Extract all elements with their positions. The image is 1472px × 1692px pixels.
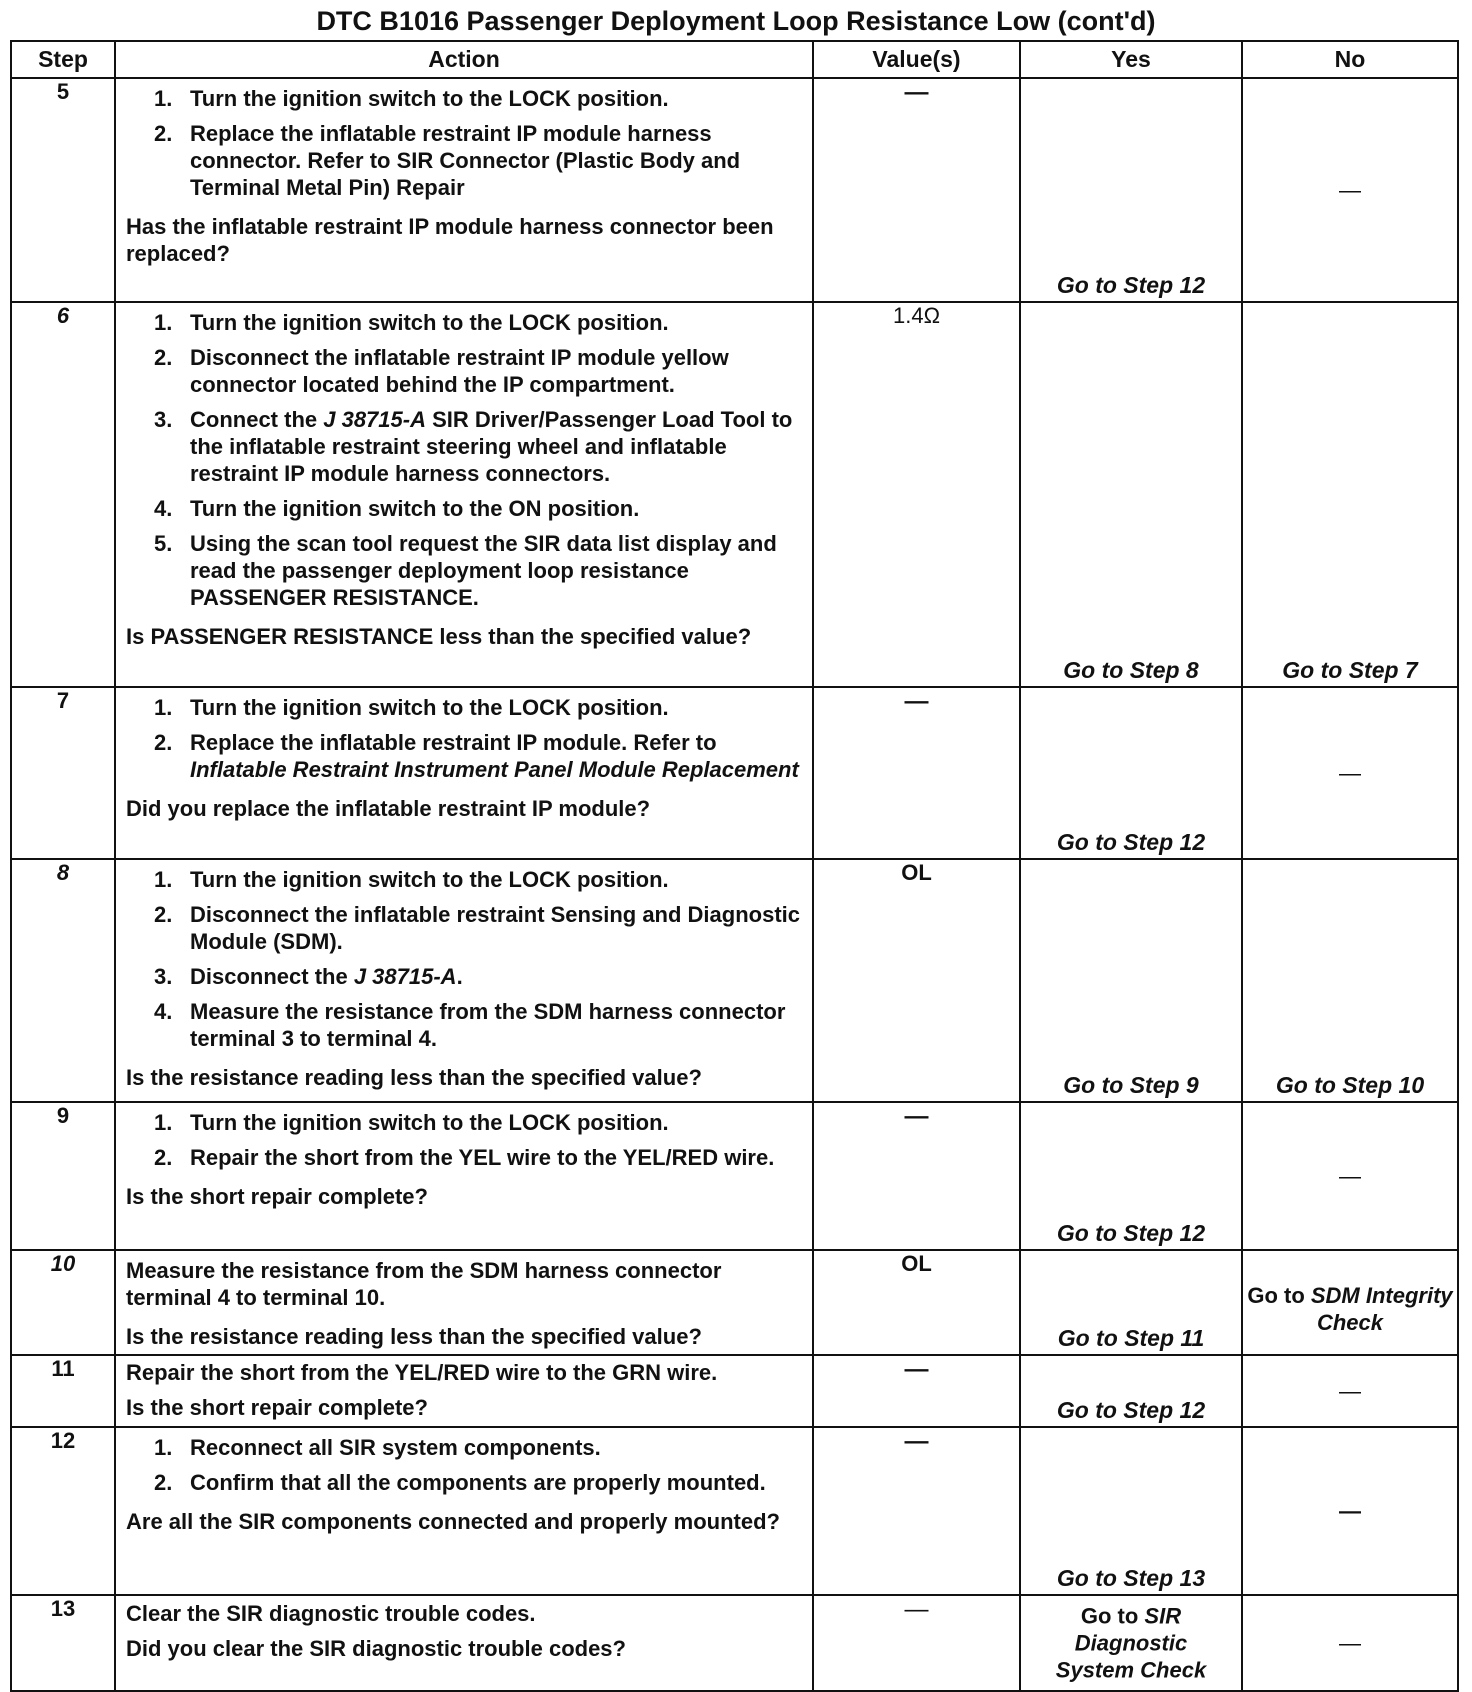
page-title: DTC B1016 Passenger Deployment Loop Resistance Low (cont'd) [316,6,1156,36]
goto-link: Go to Step 8 [1063,657,1199,683]
value-cell: 1.4Ω [813,302,1020,687]
table-row-step-7 [11,687,1458,859]
action-question: Is the short repair complete? [126,1184,428,1209]
step-number: 5 [11,78,115,302]
action-cell [115,687,813,859]
action-cell [115,859,813,1102]
no-cell: — [1242,1102,1458,1250]
action-item: 2. Disconnect the inflatable restraint IP module yellow connector located behind the IP compartment. [154,345,729,397]
header-yes: Yes [1020,41,1242,78]
action-item: 3. Connect the J 38715-A SIR Driver/Passenger Load Tool to the inflatable restraint steering wheel and inflatable restraint IP module harness connectors. [154,407,793,486]
table-row-step-9 [11,1102,1458,1250]
goto-link: Go to Step 11 [1057,1325,1205,1351]
no-cell [1242,859,1458,1102]
step-number: 11 [11,1355,115,1427]
no-cell: — [1242,78,1458,302]
value-cell: OL [813,1250,1020,1355]
value-cell: — [813,1595,1020,1691]
header-step: Step [11,41,115,78]
action-item: 2. Disconnect the inflatable restraint Sensing and Diagnostic Module (SDM). [154,902,801,954]
yes-cell [1020,859,1242,1102]
action-question: Did you clear the SIR diagnostic trouble codes? [126,1636,626,1661]
action-item: 3. Disconnect the J 38715-A. [154,964,463,989]
value-cell: OL [813,859,1020,1102]
action-cell [115,1250,813,1355]
header-row [11,41,1458,78]
value-cell: — [813,1102,1020,1250]
table-row-step-11 [11,1355,1458,1427]
step-number: 7 [11,687,115,859]
step-number: 13 [11,1595,115,1691]
action-question: Is the short repair complete? [126,1395,428,1420]
action-item: 2. Confirm that all the components are properly mounted. [154,1470,766,1495]
action-item: 4. Measure the resistance from the SDM harness connector terminal 3 to terminal 4. [154,999,786,1051]
goto-link: Go to Step 10 [1275,1072,1425,1098]
goto-link: Go to Step 12 [1056,1397,1206,1423]
goto-link: Go to Step 12 [1056,1220,1206,1246]
action-item: 1. Turn the ignition switch to the LOCK position. [154,695,669,720]
yes-cell [1020,1250,1242,1355]
action-cell [115,1355,813,1427]
action-item: 5. Using the scan tool request the SIR data list display and read the passenger deployment loop resistance PASSENGER RESISTANCE. [154,531,777,610]
action-question: Are all the SIR components connected and properly mounted? [126,1509,780,1534]
no-cell: — [1242,1355,1458,1427]
action-item: 1. Turn the ignition switch to the LOCK position. [154,86,669,111]
header-values: Value(s) [813,41,1020,78]
header-no: No [1242,41,1458,78]
goto-link: Go to Step 12 [1056,272,1206,298]
yes-cell [1020,302,1242,687]
goto-link: Go to Step 7 [1282,657,1418,683]
no-cell [1242,302,1458,687]
action-question: Is PASSENGER RESISTANCE less than the specified value? [126,624,752,649]
table-row-step-8 [11,859,1458,1102]
value-cell: — [813,1355,1020,1427]
step-number: 12 [11,1427,115,1595]
yes-cell [1020,687,1242,859]
action-question: Is the resistance reading less than the specified value? [126,1065,702,1090]
action-item: 1. Turn the ignition switch to the LOCK position. [154,310,669,335]
value-cell: — [813,687,1020,859]
table-row-step-12 [11,1427,1458,1595]
goto-link: Go to Step 12 [1056,829,1206,855]
action-text: Clear the SIR diagnostic trouble codes. [126,1601,536,1626]
header-action: Action [115,41,813,78]
action-cell [115,1102,813,1250]
goto-link: Go to SIR Diagnostic System Check [1055,1603,1207,1683]
action-item: 1. Turn the ignition switch to the LOCK position. [154,867,669,892]
action-item: 1. Reconnect all SIR system components. [154,1435,601,1460]
goto-link: Go to Step 13 [1056,1565,1206,1591]
step-number: 6 [11,302,115,687]
step-number: 8 [11,859,115,1102]
table-row-step-5 [11,78,1458,302]
action-item: 2. Repair the short from the YEL wire to the YEL/RED wire. [154,1145,775,1170]
action-text: Repair the short from the YEL/RED wire to the GRN wire. [126,1360,718,1385]
table-row-step-13 [11,1595,1458,1691]
action-item: 4. Turn the ignition switch to the ON position. [154,496,640,521]
table-row-step-10 [11,1250,1458,1355]
value-cell: — [813,78,1020,302]
action-cell [115,1427,813,1595]
action-question: Is the resistance reading less than the specified value? [126,1324,702,1349]
action-text: Measure the resistance from the SDM harness connector terminal 4 to terminal 10. [126,1258,722,1310]
yes-cell [1020,1595,1242,1691]
action-item: 2. Replace the inflatable restraint IP module. Refer to Inflatable Restraint Instrument Panel Module Replacement [154,730,799,782]
no-cell [1242,1250,1458,1355]
step-number: 9 [11,1102,115,1250]
yes-cell [1020,1355,1242,1427]
action-item: 1. Turn the ignition switch to the LOCK position. [154,1110,669,1135]
yes-cell [1020,1102,1242,1250]
goto-link: Go to SDM Integrity Check [1247,1282,1453,1335]
diagnostic-table [10,40,1459,1692]
value-cell: — [813,1427,1020,1595]
no-cell: — [1242,1427,1458,1595]
yes-cell [1020,78,1242,302]
action-cell [115,1595,813,1691]
goto-link: Go to Step 9 [1063,1072,1199,1098]
step-number: 10 [11,1250,115,1355]
table-row-step-6 [11,302,1458,687]
action-cell [115,302,813,687]
no-cell: — [1242,687,1458,859]
action-question: Did you replace the inflatable restraint IP module? [126,796,651,821]
yes-cell [1020,1427,1242,1595]
no-cell: — [1242,1595,1458,1691]
action-question: Has the inflatable restraint IP module harness connector been replaced? [126,214,774,266]
action-cell [115,78,813,302]
action-item: 2. Replace the inflatable restraint IP module harness connector. Refer to SIR Connector (Plastic Body and Terminal Metal Pin) Repair [154,121,741,200]
